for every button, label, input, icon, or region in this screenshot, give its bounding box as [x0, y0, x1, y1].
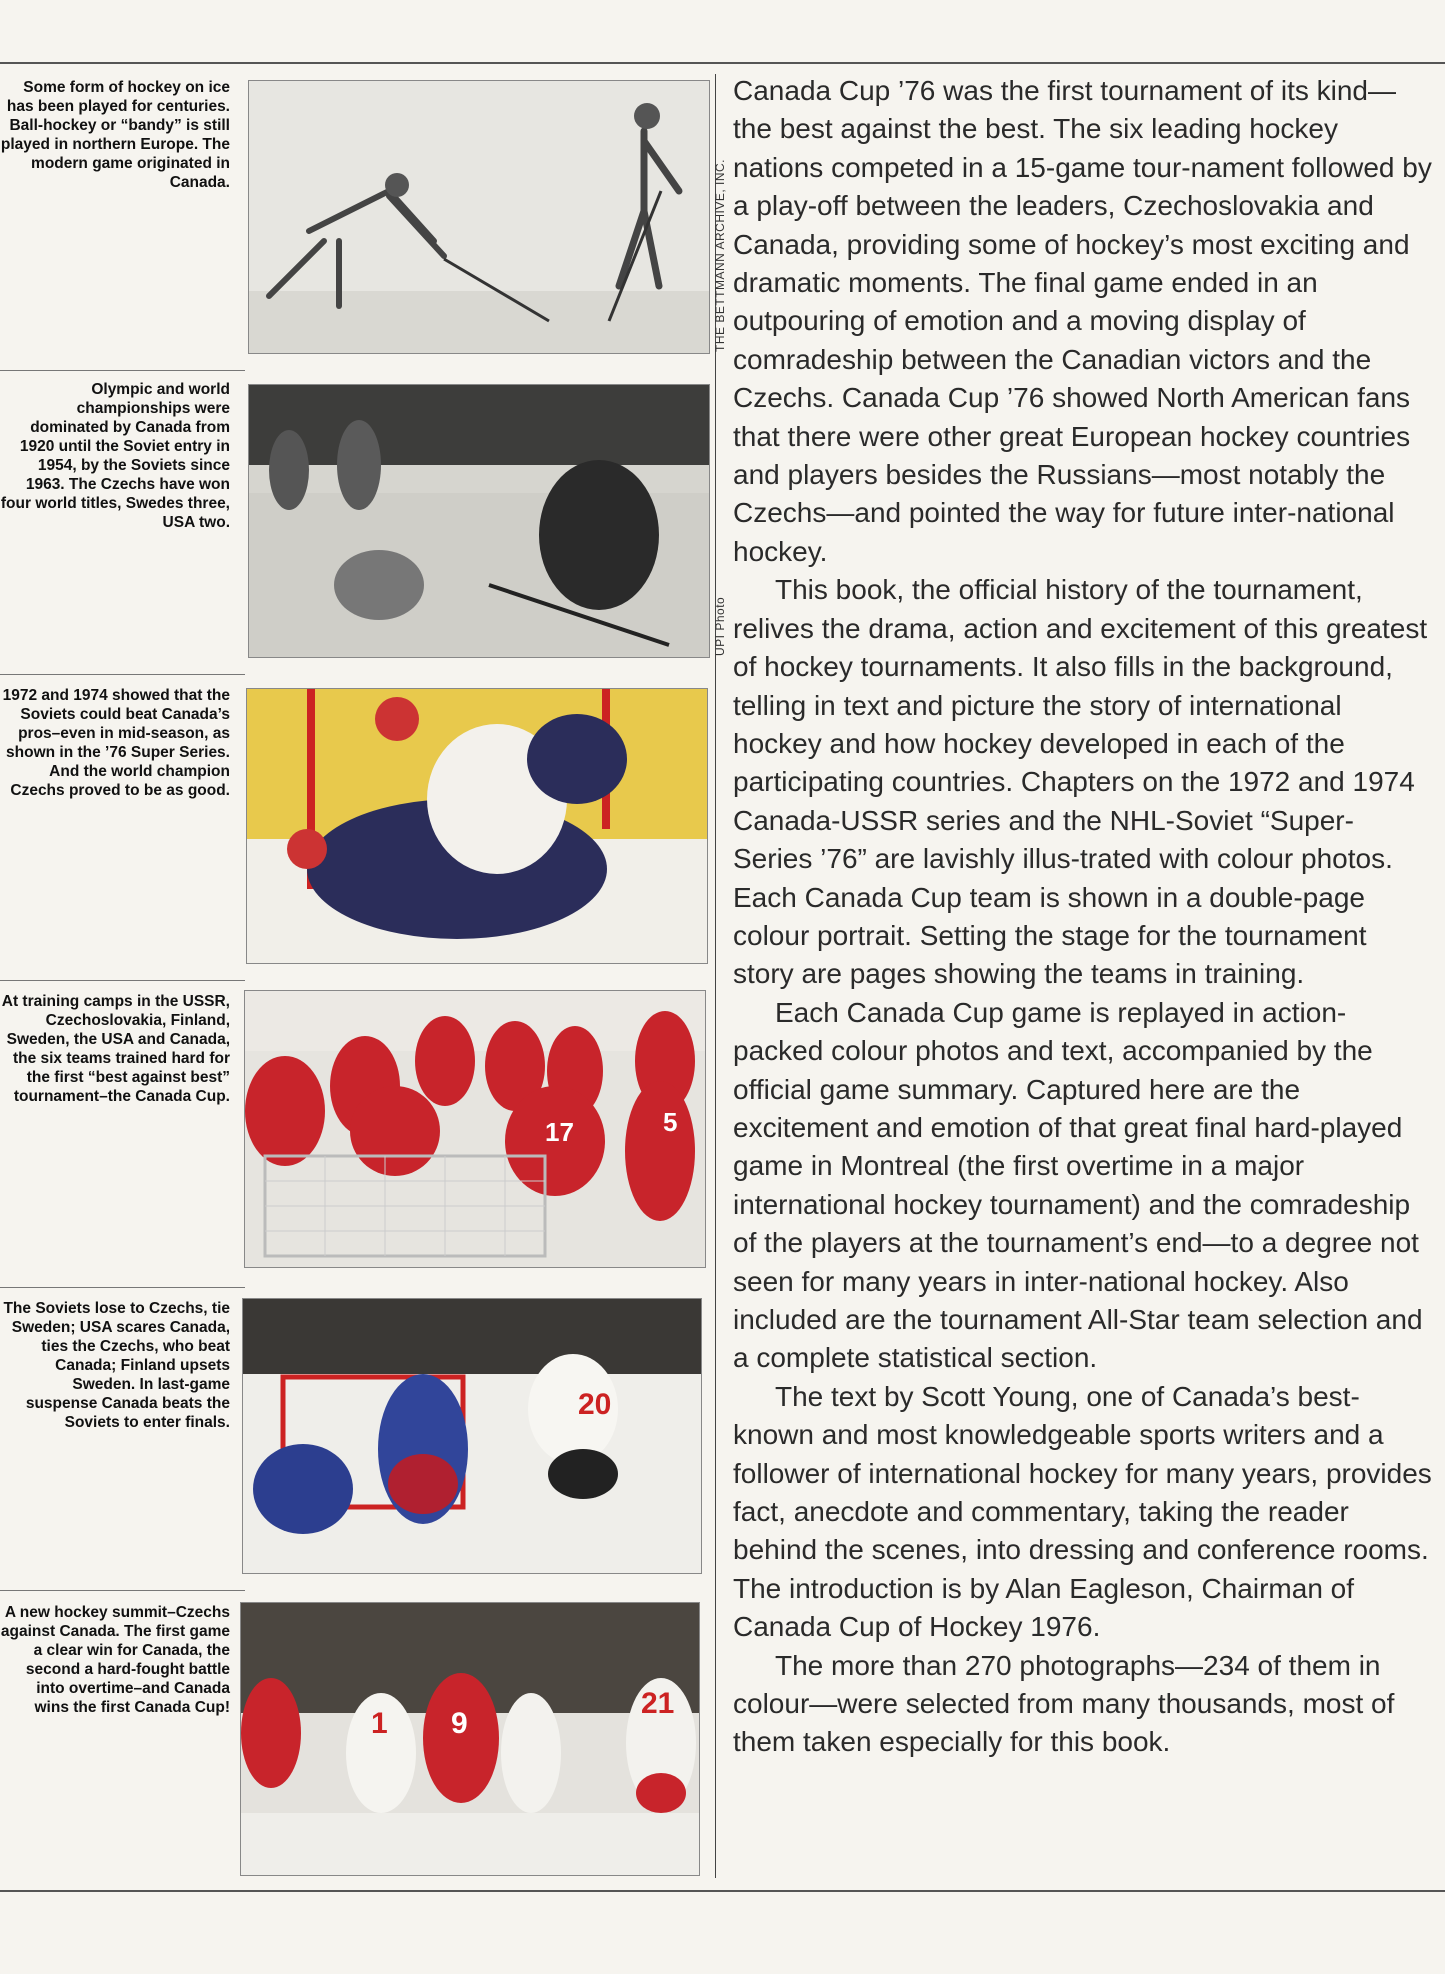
photo-usa-canada-game — [242, 1298, 702, 1574]
body-paragraph: Each Canada Cup game is replayed in action-packed colour photos and text, accompanied by the official game summary. Captured here are the excitement and emotion of that great final hard-played game in Montreal (the first overtime in a major international hockey tournament) and the comradeship of the players at the tournament’s end—to a degree not seen for many years in inter-national hockey. Also included are the tournament All-Star team selection and a complete statistical section. — [733, 996, 1423, 1374]
jersey-number-20: 20 — [578, 1388, 612, 1421]
training-camp-scene — [245, 991, 705, 1267]
caption-separator — [0, 1287, 245, 1288]
caption-separator — [0, 980, 245, 981]
caption-separator — [0, 1590, 245, 1591]
caption-historic-hockey: Some form of hockey on ice has been played for centuries. Ball-hockey or “bandy” is still played in northern Europe. The modern game originated in Canada. — [0, 79, 230, 191]
body-paragraph: The text by Scott Young, one of Canada’s best-known and most knowledgeable sports writers and a follower of international hockey for many years, provides fact, anecdote and commentary, taking the reader behind the scenes, into dressing and conference rooms. The introduction is by Alan Eagleson, Chairman of Canada Cup of Hockey 1976. — [733, 1380, 1432, 1643]
bottom-rule — [0, 1890, 1445, 1892]
top-rule — [0, 62, 1445, 64]
body-paragraph: Canada Cup ’76 was the first tournament of its kind—the best against the best. The six leading hockey nations competed in a 15-game tour-nament followed by a play-off between the leaders, Czechoslovakia and Canada, providing some of hockey’s most exciting and dramatic moments. The final game ended in an outpouring of emotion and a moving display of comradeship between the Canadian victors and the Czechs. Canada Cup ’76 showed North American fans that there were other great European hockey countries and players besides the Russians—most notably the Czechs—and pointed the way for future inter-national hockey. — [733, 75, 1432, 567]
photo-pileup-at-net — [246, 688, 708, 964]
historic-skaters-illustration — [249, 81, 709, 353]
pileup-scene — [247, 689, 707, 963]
usa-canada-game-scene — [243, 1299, 701, 1573]
jersey-number-5: 5 — [663, 1107, 678, 1137]
jersey-number-9: 9 — [451, 1707, 468, 1740]
caption-separator — [0, 370, 245, 371]
caption-soviets-beat-canada: 1972 and 1974 showed that the Soviets could beat Canada’s pros–even in mid-season, as shown in the ’76 Super Series. And the world champion Czechs proved to be as good. — [2, 687, 230, 799]
photo-canada-cup-final — [240, 1602, 700, 1876]
caption-round-robin-results: The Soviets lose to Czechs, tie Sweden; USA scares Canada, ties the Czechs, who beat Canada; Finland upsets Sweden. In last-game suspense Canada beats the Soviets to enter finals. — [3, 1300, 230, 1431]
body-paragraph: The more than 270 photographs—234 of them in colour—were selected from many thousands, most of them taken especially for this book. — [733, 1649, 1395, 1758]
photo-credit-bettmann: THE BETTMANN ARCHIVE, INC. — [713, 158, 727, 352]
photo-training-camp — [244, 990, 706, 1268]
jersey-number-21: 21 — [641, 1687, 675, 1720]
canada-cup-final-scene — [241, 1603, 699, 1875]
caption-separator — [0, 674, 245, 675]
photo-goalmouth-scramble — [248, 384, 710, 658]
jersey-number-17: 17 — [545, 1117, 574, 1147]
caption-training-camps: At training camps in the USSR, Czechoslovakia, Finland, Sweden, the USA and Canada, the six teams trained hard for the first “best against best” tournament–the Canada Cup. — [1, 993, 230, 1105]
body-paragraph: This book, the official history of the tournament, relives the drama, action and excitement of this greatest of hockey tournaments. It also fills in the background, telling in text and picture the story of international hockey and how hockey developed in each of the participating countries. Chapters on the 1972 and 1974 Canada-USSR series and the NHL-Soviet “Super-Series ’76” are lavishly illus-trated with colour photos. Each Canada Cup team is shown in a double-page colour portrait. Setting the stage for the tournament story are pages showing the teams in training. — [733, 574, 1428, 990]
caption-olympic-championships: Olympic and world championships were dominated by Canada from 1920 until the Soviet entry in 1954, by the Soviets since 1963. The Czechs have won four world titles, Swedes three, USA two. — [0, 381, 230, 531]
goalmouth-scene — [249, 385, 709, 657]
photo-historic-skaters — [248, 80, 710, 354]
jersey-number-1: 1 — [371, 1707, 388, 1740]
caption-final-series: A new hockey summit–Czechs against Canada. The first game a clear win for Canada, the second a hard-fought battle into overtime–and Canada wins the first Canada Cup! — [0, 1604, 230, 1716]
body-text — [733, 72, 1433, 1762]
photo-credit-upi: UPI Photo — [713, 596, 727, 656]
